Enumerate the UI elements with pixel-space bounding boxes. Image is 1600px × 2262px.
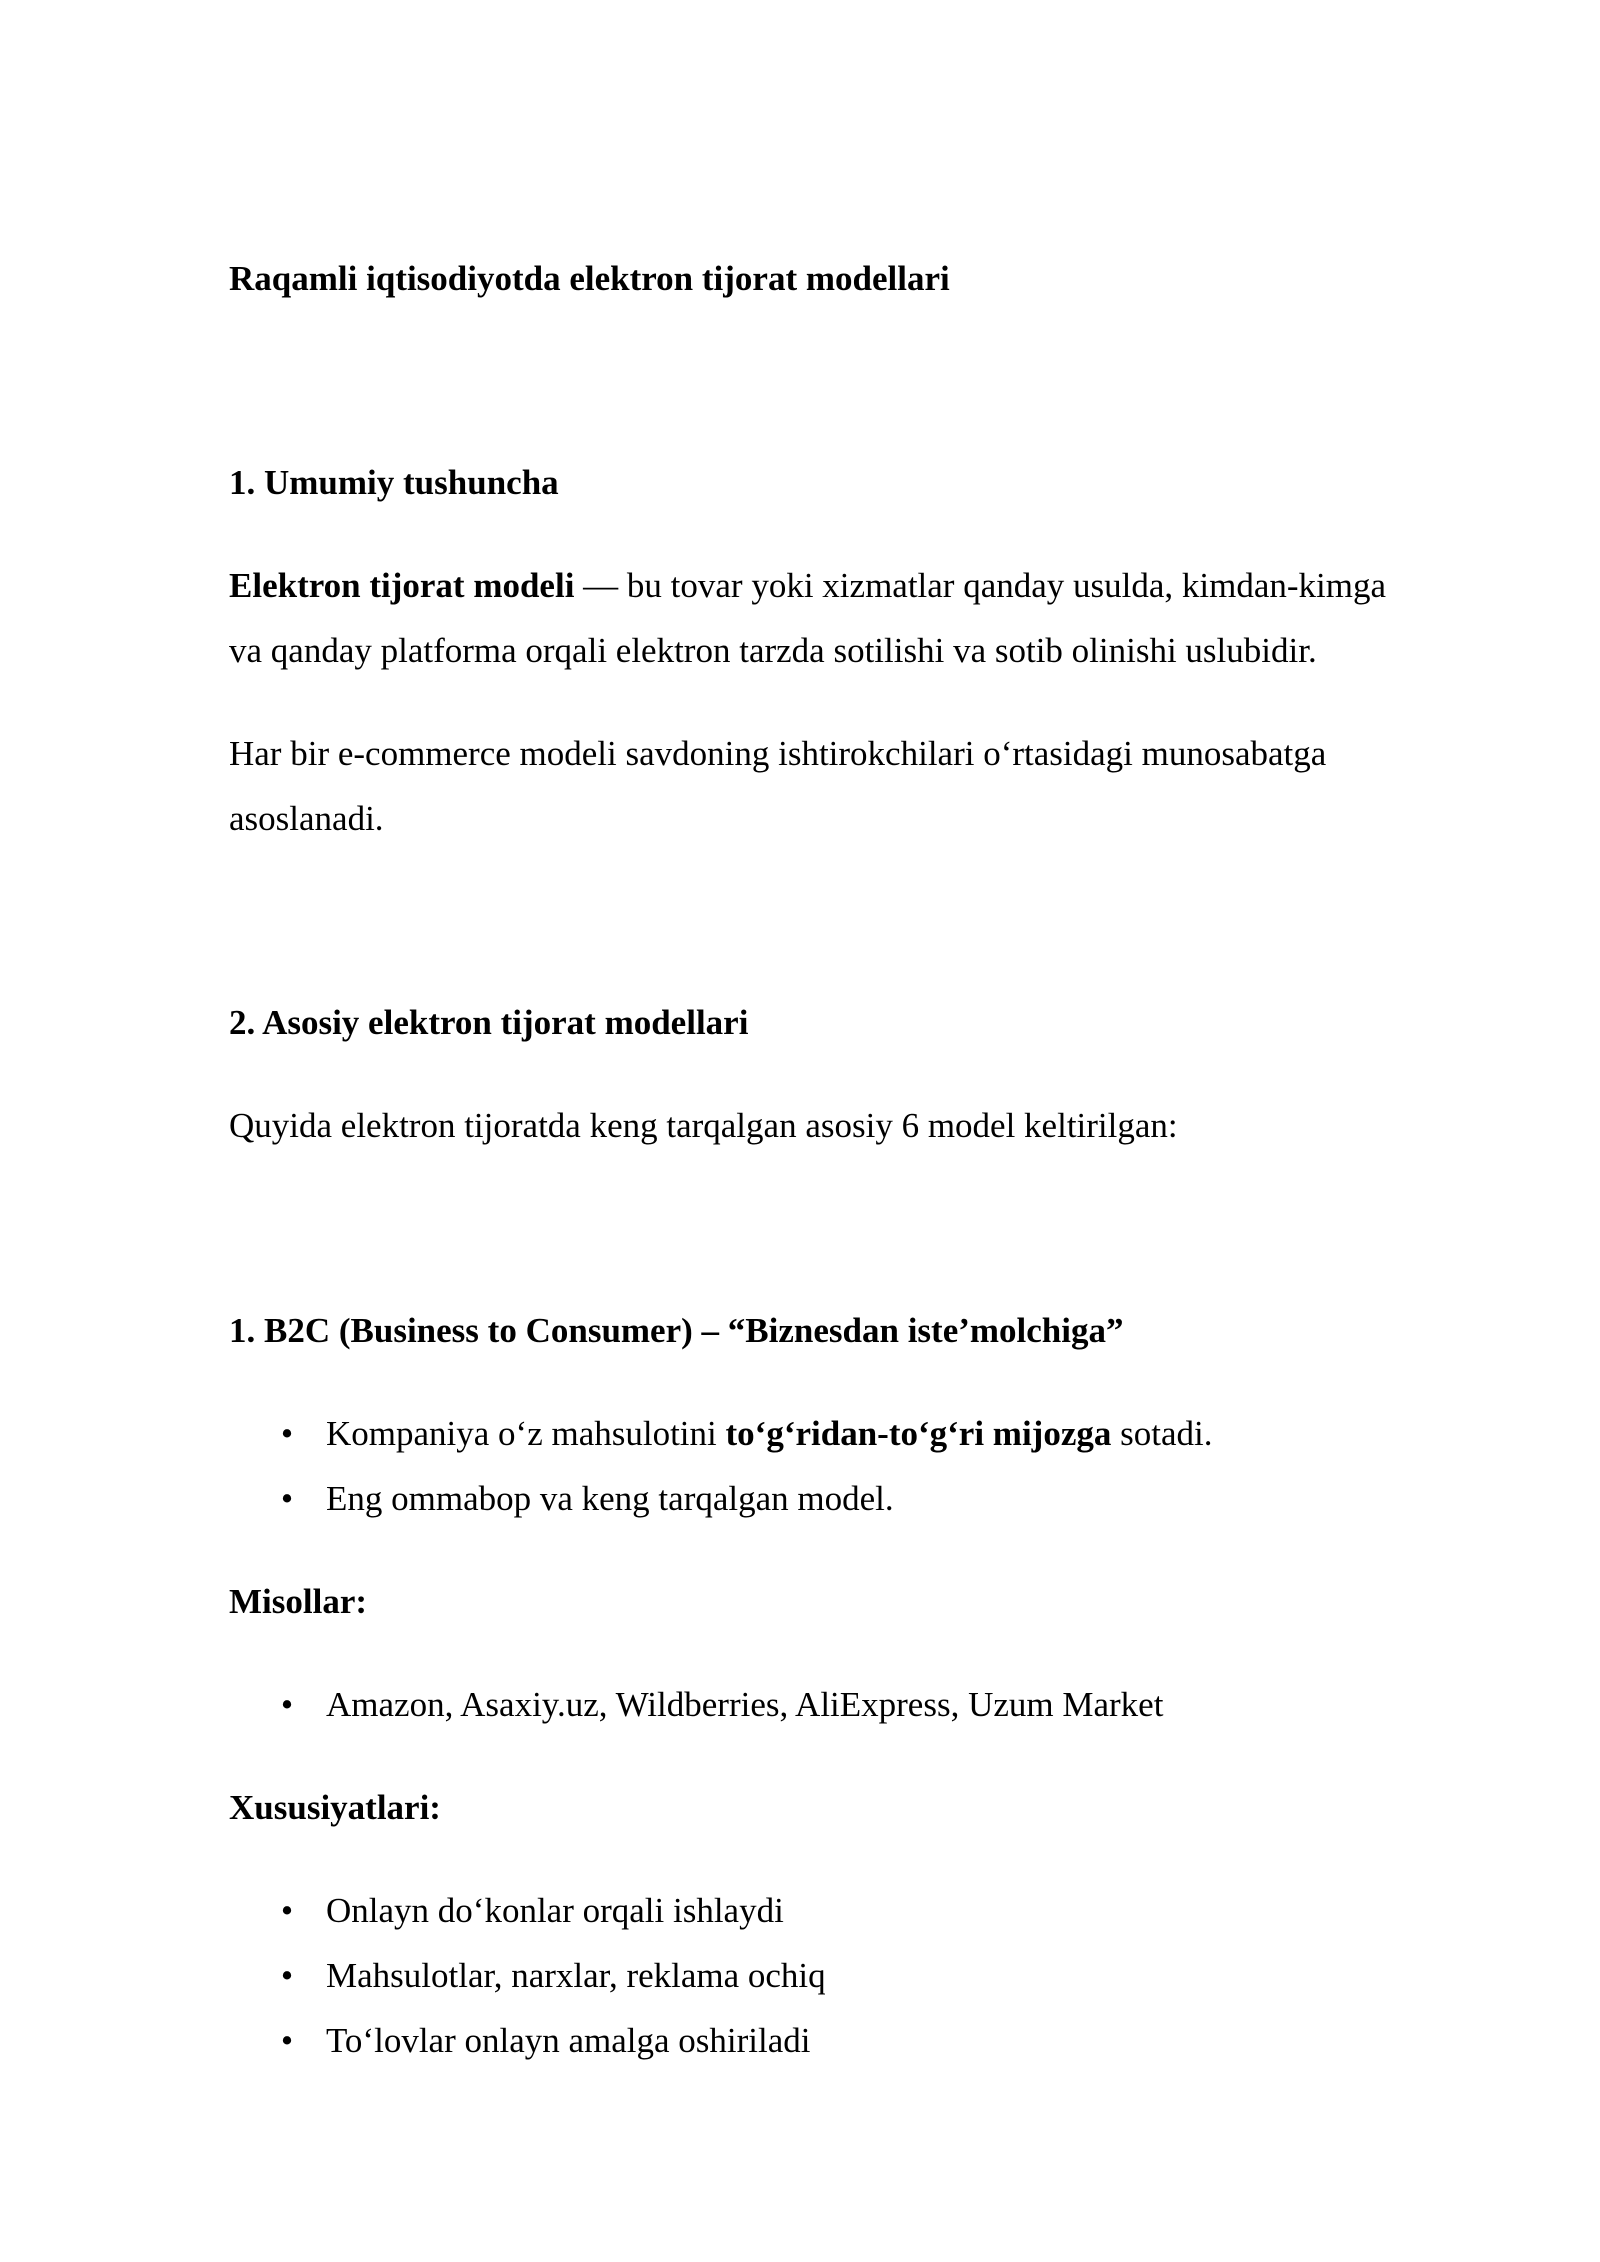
section-heading-asosiy: 2. Asosiy elektron tijorat modellari bbox=[229, 1003, 749, 1042]
list-item-text: Eng ommabop va keng tarqalgan model. bbox=[326, 1479, 894, 1518]
definition-text: — bu tovar yoki xizmatlar qanday usulda, kimdan-kimga bbox=[574, 566, 1387, 605]
paragraph-line-2: asoslanadi. bbox=[229, 799, 384, 838]
definition-line-2: va qanday platforma orqali elektron tarzda sotilishi va sotib olinishi uslubidir. bbox=[229, 631, 1317, 670]
document-title: Raqamli iqtisodiyotda elektron tijorat modellari bbox=[229, 259, 950, 298]
bullet-icon: • bbox=[280, 1956, 294, 1995]
list-item-text: Kompaniya o‘z mahsulotini to‘g‘ridan-to‘g‘ri mijozga sotadi. bbox=[326, 1414, 1213, 1453]
bullet-icon: • bbox=[280, 1891, 294, 1930]
definition-term: Elektron tijorat modeli bbox=[229, 566, 575, 605]
list-item-text: Amazon, Asaxiy.uz, Wildberries, AliExpress, Uzum Market bbox=[326, 1685, 1164, 1724]
bullet-icon: • bbox=[280, 1479, 294, 1518]
bullet-icon: • bbox=[280, 1685, 294, 1724]
bullet-icon: • bbox=[280, 2021, 294, 2060]
list-item-text: Onlayn do‘konlar orqali ishlaydi bbox=[326, 1891, 784, 1930]
section-heading-umumiy: 1. Umumiy tushuncha bbox=[229, 463, 559, 502]
examples-label: Misollar: bbox=[229, 1582, 368, 1621]
list-item-text: To‘lovlar onlayn amalga oshiriladi bbox=[326, 2021, 811, 2060]
b2c-heading: 1. B2C (Business to Consumer) – “Biznesdan iste’molchiga” bbox=[229, 1311, 1124, 1350]
bullet-icon: • bbox=[280, 1414, 294, 1453]
paragraph-line-1: Har bir e-commerce modeli savdoning ishtirokchilari o‘rtasidagi munosabatga bbox=[229, 734, 1327, 773]
list-item-text: Mahsulotlar, narxlar, reklama ochiq bbox=[326, 1956, 826, 1995]
section-intro: Quyida elektron tijoratda keng tarqalgan asosiy 6 model keltirilgan: bbox=[229, 1106, 1178, 1145]
definition-line-1 bbox=[229, 553, 1479, 618]
features-label: Xususiyatlari: bbox=[229, 1788, 441, 1827]
